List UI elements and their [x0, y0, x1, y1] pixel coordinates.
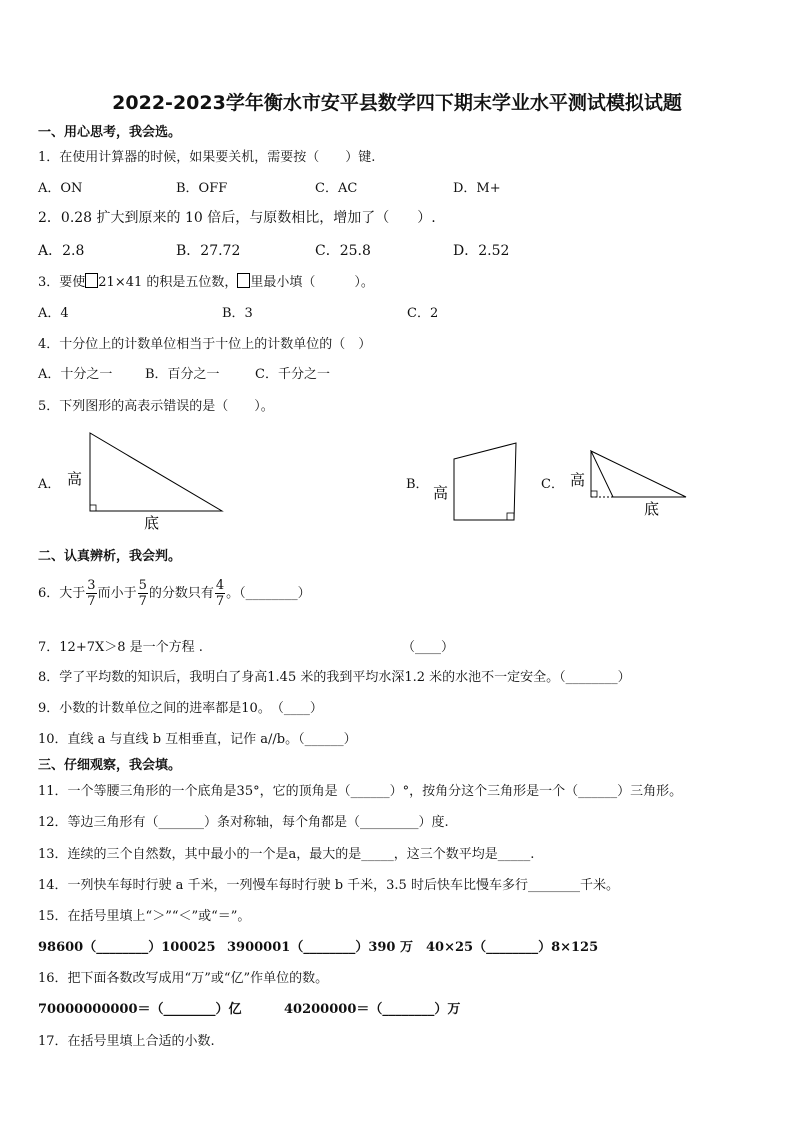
question-10: 10．直线 a 与直线 b 互相垂直，记作 a//b。（______） [38, 732, 357, 747]
question-1: 1．在使用计算器的时候，如果要关机，需要按（ ）键. [38, 150, 376, 165]
fig-c-base-label: 底 [644, 500, 660, 518]
q15-item-1: 98600（________）100025 [38, 940, 216, 955]
q5-option-b: B． [406, 477, 429, 492]
q1-option-d: D．M+ [453, 181, 501, 196]
page-title: 2022-2023学年衡水市安平县数学四下期末学业水平测试模拟试题 [112, 92, 682, 114]
question-16: 16．把下面各数改写成用“万”或“亿”作单位的数。 [38, 971, 329, 986]
section-3-heading: 三、仔细观察，我会填。 [38, 758, 182, 773]
q7-answer-blank: （____） [402, 640, 455, 655]
question-4: 4．十分位上的计数单位相当于十位上的计数单位的（ ） [38, 337, 372, 352]
section-2-heading: 二、认真辨析，我会判。 [38, 549, 182, 564]
q16-item-2: 40200000＝（________）万 [284, 1002, 461, 1017]
figure-a-triangle [67, 433, 222, 532]
q6-text-mid2: 的分数只有 [148, 586, 214, 601]
question-15: 15．在括号里填上“＞”“＜”或“＝”。 [38, 909, 251, 924]
q3-option-a: A．4 [38, 306, 69, 321]
question-5: 5．下列图形的高表示错误的是（ ）。 [38, 399, 274, 414]
question-11: 11．一个等腰三角形的一个底角是35°，它的顶角是（______）°，按角分这个三角形是一个（______）三角形。 [38, 784, 683, 799]
q5-option-a: A． [38, 477, 61, 492]
q3-option-c: C．2 [407, 306, 439, 321]
question-13: 13．连续的三个自然数，其中最小的一个是a，最大的是_____，这三个数平均是_____. [38, 847, 535, 862]
question-2: 2．0.28 扩大到原来的 10 倍后，与原数相比，增加了（ ）. [38, 210, 436, 226]
q6-text-pre: 6．大于 [38, 586, 86, 601]
q6-text-mid1: 而小于 [97, 586, 137, 601]
q2-option-d: D．2.52 [453, 243, 510, 259]
question-7: 7．12+7X＞8 是一个方程 . [38, 640, 203, 655]
fraction-5-7: $\frac{5}{7}$ [138, 578, 147, 609]
question-12: 12．等边三角形有（_______）条对称轴，每个角都是（_________）度. [38, 815, 449, 830]
question-14: 14．一列快车每时行驶 a 千米，一列慢车每时行驶 b 千米，3.5 时后快车比慢车多行________千米。 [38, 878, 619, 893]
q3-option-b: B．3 [222, 306, 253, 321]
fig-a-height-label: 高 [67, 470, 83, 488]
figure-c-triangle [570, 451, 686, 518]
question-9: 9．小数的计数单位之间的进率都是10。 （____） [38, 701, 323, 716]
q4-option-b: B．百分之一 [145, 367, 220, 382]
q6-text-post: 。（________） [226, 586, 311, 601]
q1-option-b: B．OFF [176, 181, 228, 196]
q5-option-c: C． [541, 477, 564, 492]
q3-text-pre: 3．要使 [38, 275, 86, 290]
q15-item-2: 3900001（________）390 万 [227, 940, 413, 955]
q15-item-3: 40×25（________）8×125 [426, 940, 599, 955]
fraction-4-7: $\frac{4}{7}$ [215, 578, 225, 609]
fig-c-height-label: 高 [570, 471, 586, 489]
question-8: 8．学了平均数的知识后，我明白了身高1.45 米的我到平均水深1.2 米的水池不一定安全。（________） [38, 670, 631, 685]
q16-item-1: 70000000000＝（________）亿 [38, 1002, 242, 1017]
q4-option-a: A．十分之一 [38, 367, 113, 382]
q1-option-a: A．ON [38, 181, 83, 196]
question-17: 17．在括号里填上合适的小数. [38, 1034, 215, 1049]
question-6 [38, 578, 311, 609]
section-1-heading: 一、用心思考，我会选。 [38, 125, 182, 140]
fraction-3-7: $\frac{3}{7}$ [87, 578, 96, 609]
q2-option-c: C．25.8 [315, 243, 371, 259]
fig-a-base-label: 底 [144, 514, 160, 532]
fig-b-height-label: 高 [433, 484, 449, 502]
q2-option-a: A．2.8 [38, 243, 85, 259]
q3-text-mid: 21×41 的积是五位数， [98, 275, 238, 290]
q1-option-c: C．AC [315, 181, 358, 196]
q4-option-c: C．千分之一 [255, 367, 330, 382]
figure-b-quadrilateral [433, 443, 516, 520]
q3-text-post: 里最小填（ ）。 [250, 275, 374, 290]
q2-option-b: B．27.72 [176, 243, 241, 259]
